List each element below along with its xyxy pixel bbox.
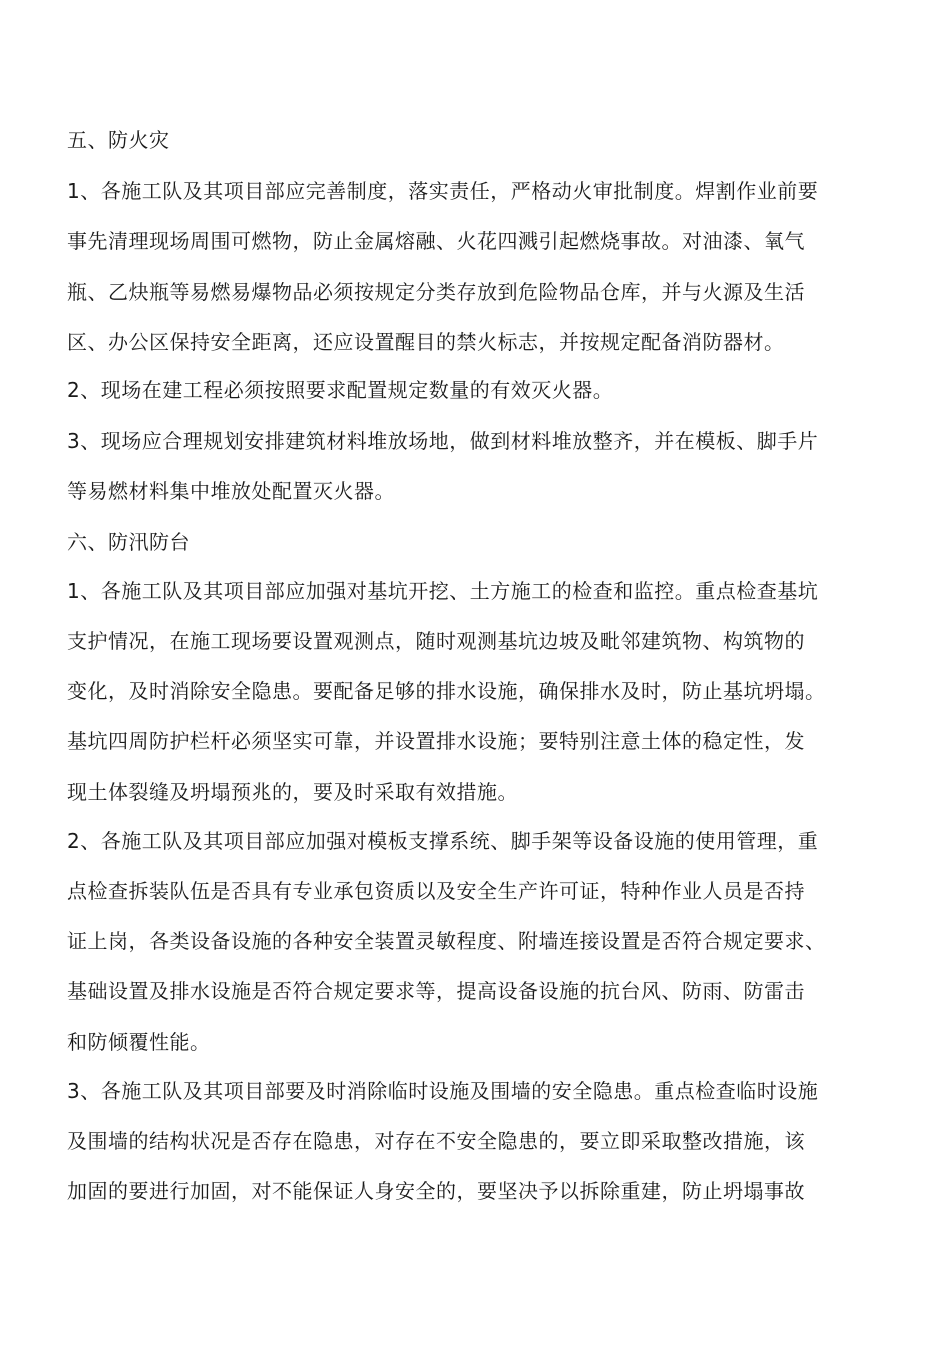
paragraph-line: 2、各施工队及其项目部应加强对模板支撑系统、脚手架等设备设施的使用管理，重 [67,829,819,853]
paragraph-line: 区、办公区保持安全距离，还应设置醒目的禁火标志，并按规定配备消防器材。 [67,330,785,354]
paragraph-line: 证上岗，各类设备设施的各种安全装置灵敏程度、附墙连接设置是否符合规定要求、 [67,929,826,953]
section-heading-flood-typhoon-prevention: 六、防汛防台 [67,530,190,554]
paragraph-line: 和防倾覆性能。 [67,1030,211,1054]
paragraph-line: 现土体裂缝及坍塌预兆的，要及时采取有效措施。 [67,780,518,804]
paragraph-line: 支护情况，在施工现场要设置观测点，随时观测基坑边坡及毗邻建筑物、构筑物的 [67,629,805,653]
paragraph-line: 加固的要进行加固，对不能保证人身安全的，要坚决予以拆除重建，防止坍塌事故 [67,1179,805,1203]
paragraph-line: 点检查拆装队伍是否具有专业承包资质以及安全生产许可证，特种作业人员是否持 [67,879,805,903]
paragraph-line: 及围墙的结构状况是否存在隐患，对存在不安全隐患的，要立即采取整改措施，该 [67,1129,805,1153]
paragraph-line: 瓶、乙炔瓶等易燃易爆物品必须按规定分类存放到危险物品仓库，并与火源及生活 [67,280,805,304]
paragraph-line: 3、各施工队及其项目部要及时消除临时设施及围墙的安全隐患。重点检查临时设施 [67,1079,819,1103]
section-heading-fire-prevention: 五、防火灾 [67,128,170,152]
paragraph-line: 基坑四周防护栏杆必须坚实可靠，并设置排水设施；要特别注意土体的稳定性，发 [67,729,805,753]
paragraph-line: 基础设置及排水设施是否符合规定要求等，提高设备设施的抗台风、防雨、防雷击 [67,979,805,1003]
paragraph-line: 2、现场在建工程必须按照要求配置规定数量的有效灭火器。 [67,378,614,402]
paragraph-line: 事先清理现场周围可燃物，防止金属熔融、火花四溅引起燃烧事故。对油漆、氧气 [67,229,805,253]
paragraph-line: 3、现场应合理规划安排建筑材料堆放场地，做到材料堆放整齐，并在模板、脚手片 [67,429,819,453]
paragraph-line: 1、各施工队及其项目部应加强对基坑开挖、土方施工的检查和监控。重点检查基坑 [67,579,819,603]
paragraph-line: 变化，及时消除安全隐患。要配备足够的排水设施，确保排水及时，防止基坑坍塌。 [67,679,826,703]
paragraph-line: 1、各施工队及其项目部应完善制度，落实责任，严格动火审批制度。焊割作业前要 [67,179,819,203]
paragraph-line: 等易燃材料集中堆放处配置灭火器。 [67,479,395,503]
